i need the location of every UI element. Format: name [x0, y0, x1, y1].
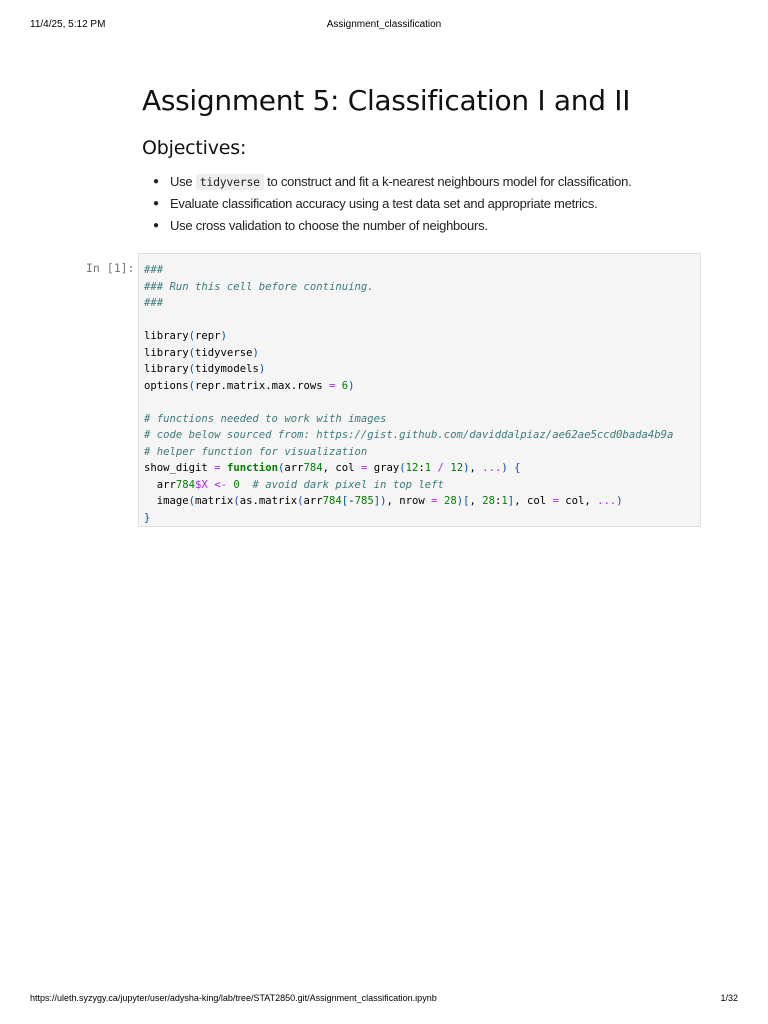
- code-line: ### Run this cell before continuing.: [144, 280, 374, 293]
- code-line: ###: [144, 297, 164, 309]
- code-line: library(tidymodels): [144, 363, 266, 375]
- objective-item: [142, 215, 702, 237]
- print-datetime: 11/4/25, 5:12 PM: [30, 19, 106, 30]
- bullet-icon: ●: [153, 176, 159, 187]
- code-line: # helper function for visualization: [144, 445, 368, 458]
- code-line: # functions needed to work with images: [144, 412, 387, 425]
- code-line: library(repr): [144, 330, 227, 342]
- bullet-icon: ●: [153, 220, 159, 231]
- code-line: image(matrix(as.matrix(arr784[-785]), nrow = 28)[, 28:1], col = col, ...): [144, 495, 623, 507]
- objective-item: [142, 193, 702, 215]
- print-footer: [0, 993, 768, 1007]
- objective-text: Evaluate classification accuracy using a test data set and appropriate metrics.: [170, 196, 598, 211]
- print-page-number: 1/32: [720, 993, 738, 1003]
- objectives-heading: Objectives:: [142, 137, 247, 159]
- inline-code-tidyverse: tidyverse: [196, 174, 264, 190]
- cell-prompt: In [1]:: [86, 261, 135, 275]
- code-line: arr784$X <- 0 # avoid dark pixel in top left: [144, 478, 444, 491]
- objective-text-before: Use: [170, 174, 196, 189]
- objectives-list: [142, 171, 702, 237]
- objective-item: [142, 171, 702, 193]
- code-line: library(tidyverse): [144, 346, 259, 359]
- code-line: }: [144, 511, 151, 524]
- code-cell[interactable]: [138, 253, 701, 527]
- code-line: ###: [144, 264, 164, 276]
- objective-text: Use cross validation to choose the number of neighbours.: [170, 218, 488, 233]
- print-page-title: Assignment_classification: [326, 19, 442, 30]
- code-line: # code below sourced from: https://gist.github.com/daviddalpiaz/ae62ae5ccd0bada4b9a: [144, 429, 674, 441]
- objective-text-after: to construct and fit a k-nearest neighbours model for classification.: [263, 174, 632, 189]
- bullet-icon: ●: [153, 198, 159, 209]
- code-editor[interactable]: [139, 254, 700, 526]
- print-header: [0, 19, 768, 33]
- code-line: show_digit = function(arr784, col = gray(12:1 / 12), ...) {: [144, 462, 521, 474]
- notebook-title: Assignment 5: Classification I and II: [142, 84, 631, 117]
- print-url: https://uleth.syzygy.ca/jupyter/user/adysha-king/lab/tree/STAT2850.git/Assignment_classification.ipynb: [30, 993, 437, 1003]
- code-line: options(repr.matrix.max.rows = 6): [144, 379, 355, 392]
